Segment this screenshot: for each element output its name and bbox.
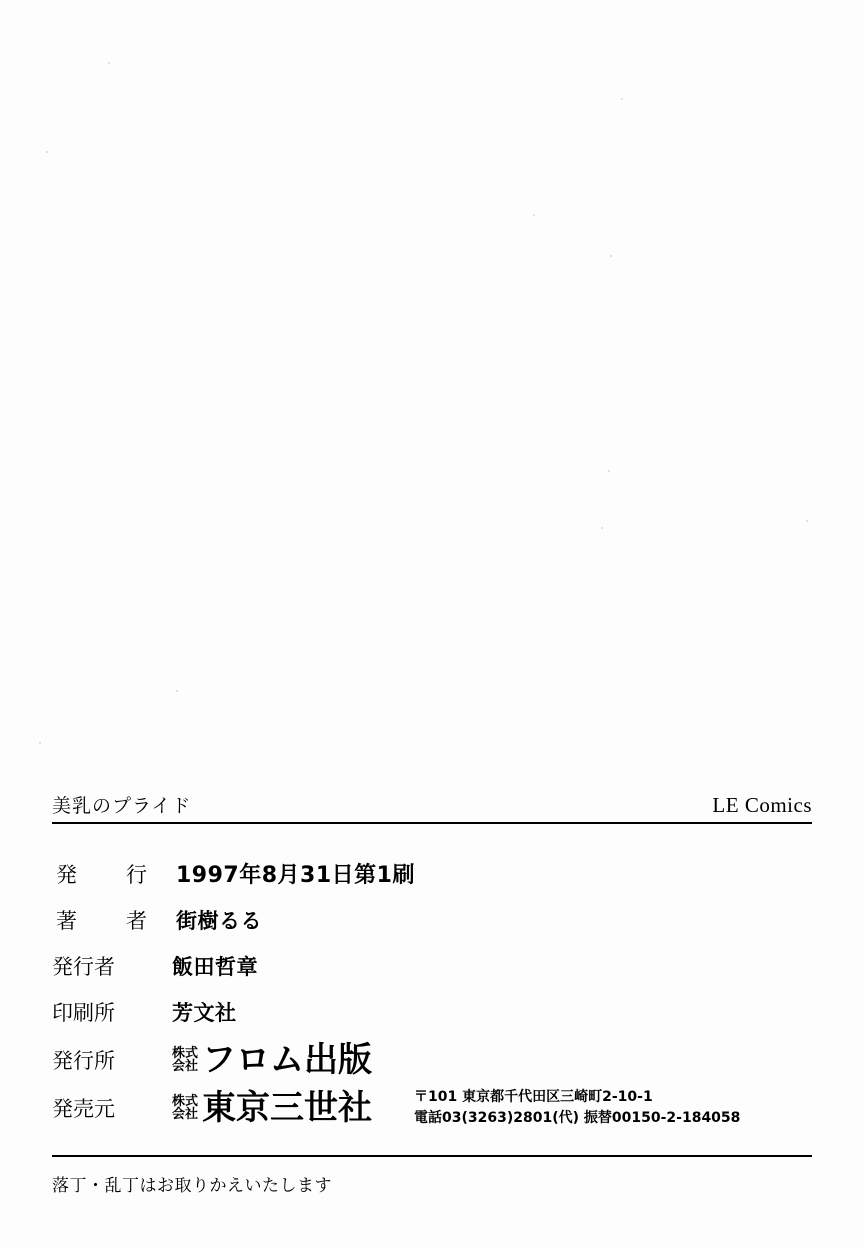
colophon-bottom-rule [52,1155,812,1157]
info-value-publisher-person: 飯田哲章 [172,955,258,979]
info-label-printer: 印刷所 [52,1001,115,1025]
info-label-publication-date: 発 行 [56,862,161,887]
distributor-address-line1: 〒101 東京都千代田区三崎町2-10-1 [414,1089,653,1105]
corporation-prefix-bottom: 会社 [172,1107,199,1122]
corporation-prefix-top: 株式 [172,1094,199,1109]
publishing-house-label: フロム出版 [202,1040,373,1080]
distributor-address [414,1087,740,1129]
info-label-distributor: 発売元 [52,1097,115,1121]
info-row-publisher-person [52,951,812,981]
corporation-prefix-top: 株式 [172,1046,199,1061]
info-label-author: 著 者 [56,909,161,933]
corporation-prefix [172,1047,198,1073]
distributor-label: 東京三世社 [202,1088,373,1128]
corporation-prefix [172,1095,198,1121]
info-value-author: 街樹るる [176,909,262,933]
colophon-header [52,795,812,824]
colophon-block [52,795,812,1196]
info-value-printer: 芳文社 [172,1001,237,1025]
info-label-publishing-house: 発行所 [52,1049,115,1073]
defect-exchange-note: 落丁・乱丁はお取りかえいたします [52,1176,332,1196]
corporation-prefix-bottom: 会社 [172,1059,199,1074]
info-label-publisher-person: 発行者 [52,955,115,979]
distributor-address-line2: 電話03(3263)2801(代) 振替00150-2-184058 [414,1110,741,1126]
info-row-publishing-house [52,1040,812,1080]
info-row-author [52,905,812,935]
publication-info-table [52,858,812,1129]
info-row-distributor [52,1087,812,1129]
imprint-label: LE Comics [712,793,812,817]
info-row-printer [52,997,812,1027]
book-title: 美乳のプライド [52,795,192,817]
info-value-publication-date: 1997年8月31日第1刷 [176,863,415,888]
info-row-publication-date [52,858,812,889]
publishing-house-name [172,1040,373,1080]
distributor-name [172,1088,373,1128]
